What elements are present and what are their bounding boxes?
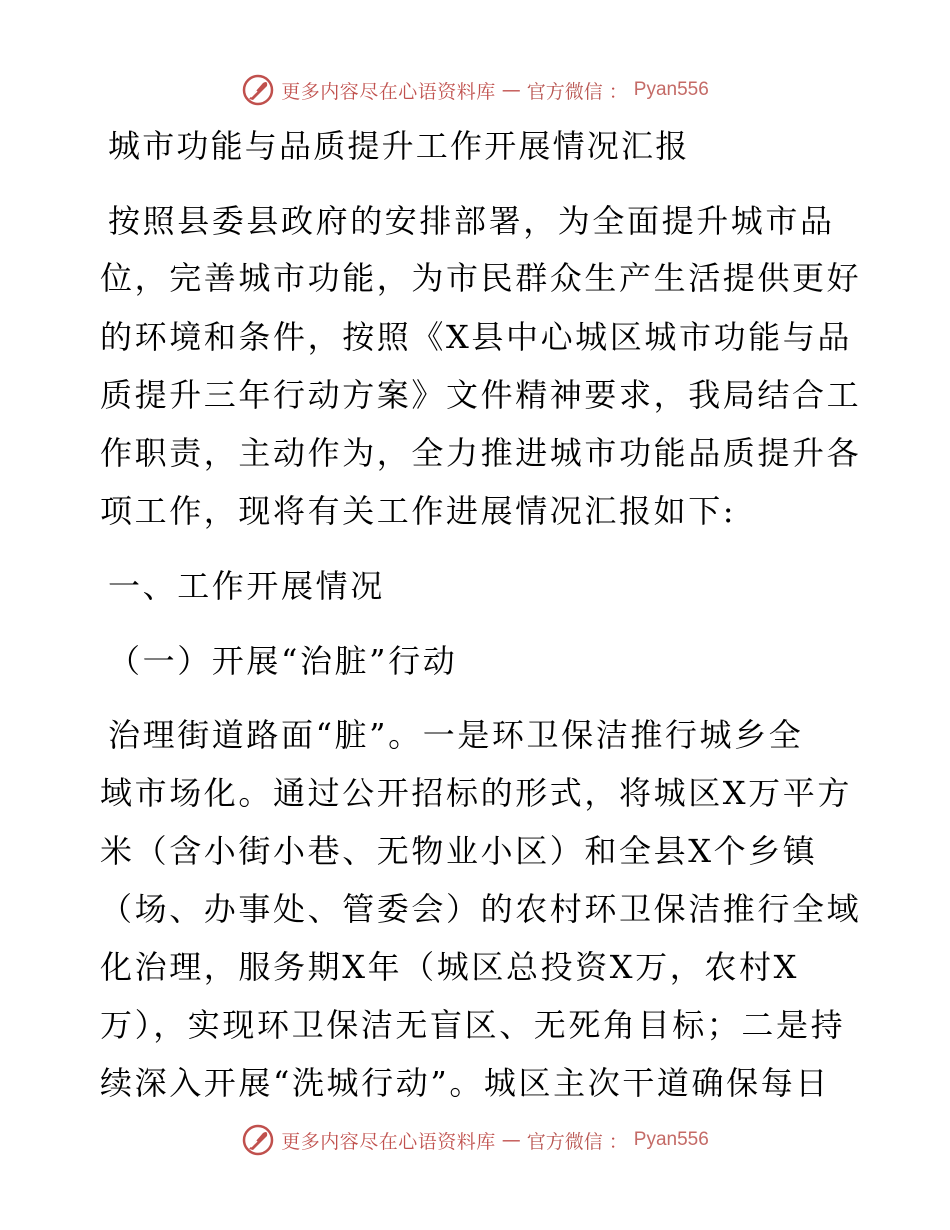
body-line: 米（含小街小巷、无物业小区）和全县X个乡镇: [100, 832, 818, 870]
banner-dash: —: [501, 1129, 521, 1151]
intro-line: 作职责，主动作为，全力推进城市功能品质提升各: [100, 434, 862, 472]
body-line: 化治理，服务期X年（城区总投资X万，农村X: [100, 948, 799, 986]
banner-text: 更多内容尽在心语资料库: [281, 1130, 496, 1153]
section-heading: 一、工作开展情况: [108, 567, 385, 605]
subsection-heading: （一）开展“治脏”行动: [108, 642, 458, 680]
quill-logo-icon: [241, 1123, 275, 1157]
body-line: 治理街道路面“脏”。一是环卫保洁推行城乡全: [108, 716, 804, 754]
banner-wechat-id: Pyan556: [633, 1129, 709, 1150]
header-banner[interactable]: [0, 70, 950, 110]
intro-line: 位，完善城市功能，为市民群众生产生活提供更好: [100, 259, 862, 297]
body-line: 续深入开展“洗城行动”。城区主次干道确保每日: [100, 1064, 830, 1102]
banner-wechat-id: Pyan556: [633, 79, 709, 100]
body-line: 万），实现环卫保洁无盲区、无死角目标；二是持: [100, 1006, 846, 1044]
body-line: 域市场化。通过公开招标的形式，将城区X万平方: [100, 774, 852, 812]
intro-line: 质提升三年行动方案》文件精神要求，我局结合工: [100, 376, 862, 414]
intro-line: 的环境和条件，按照《X县中心城区城市功能与品: [100, 318, 852, 356]
banner-dash: —: [501, 79, 521, 101]
banner-wechat-label: 官方微信: [526, 80, 603, 103]
intro-line: 项工作，现将有关工作进展情况汇报如下:: [100, 492, 737, 530]
banner-wechat-label: 官方微信: [526, 1130, 603, 1153]
intro-line: 按照县委县政府的安排部署，为全面提升城市品: [108, 202, 835, 240]
document-title: 城市功能与品质提升工作开展情况汇报: [108, 127, 690, 165]
quill-logo-icon: [241, 73, 275, 107]
footer-banner[interactable]: [0, 1120, 950, 1160]
banner-text: 更多内容尽在心语资料库: [281, 80, 496, 103]
banner-separator: ：: [608, 80, 628, 103]
banner-separator: ：: [608, 1130, 628, 1153]
body-line: （场、办事处、管委会）的农村环卫保洁推行全域: [100, 890, 862, 928]
